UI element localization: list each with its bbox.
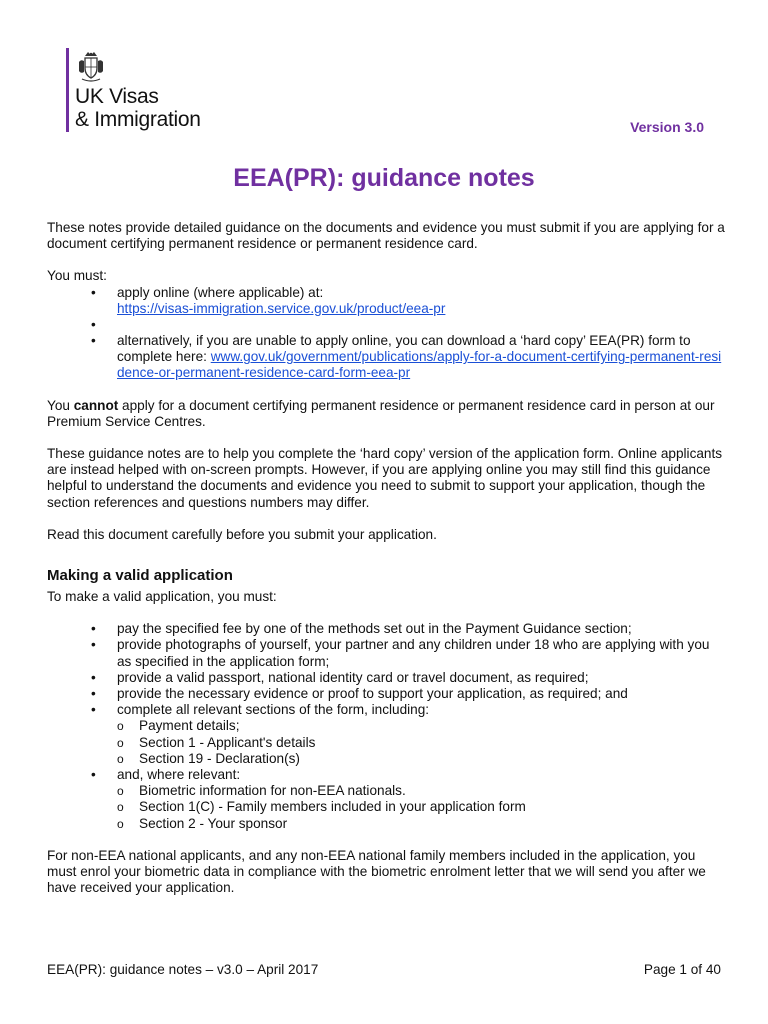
valid-intro: To make a valid application, you must: [47, 589, 277, 605]
biometric-paragraph: For non-EEA national applicants, and any non-EEA national family members included in the application, you must enrol your biometric data in compliance with the biometric enrolment letter that we will send you after we have received your application. [47, 847, 706, 896]
sublist-item: o Section 1 - Applicant's details [117, 735, 727, 751]
list-item [47, 333, 727, 382]
complete-sublist [117, 718, 727, 767]
list-item: • provide photographs of yourself, your partner and any children under 18 who are applying with you as specified in the application form; [47, 637, 727, 669]
hard-copy-form-link[interactable]: www.gov.uk/government/publications/apply-for-a-document-certifying-permanent-residence-or-permanent-residence-card-form-eea-pr [117, 349, 722, 381]
sublist-item: o Section 19 - Declaration(s) [117, 751, 727, 767]
footer-document-title: EEA(PR): guidance notes – v3.0 – April 2017 [47, 962, 319, 977]
list-item [47, 285, 727, 317]
apply-online-text: apply online (where applicable) at: [117, 284, 324, 300]
list-item [47, 767, 727, 832]
read-paragraph: Read this document carefully before you submit your application. [47, 526, 437, 542]
list-item: • provide a valid passport, national identity card or travel document, as required; [47, 670, 727, 686]
sublist-item: o Payment details; [117, 718, 727, 734]
cannot-post: apply for a document certifying permanent residence or permanent residence card in person at our Premium Service Centres. [47, 397, 715, 429]
logo-line-1: UK Visas [75, 85, 159, 108]
list-item [47, 702, 727, 767]
logo-wordmark [75, 85, 201, 131]
apply-list [47, 285, 727, 382]
guidance-paragraph: These guidance notes are to help you complete the ‘hard copy’ version of the application form. Online applicants are instead helped with on-screen prompts. However, if you are applying online you may still find this guidance helpful to understand the documents and evidence you need to submit to support your application, though the section references and questions numbers may differ. [47, 446, 723, 510]
you-must-label: You must: [47, 268, 107, 284]
page-title: EEA(PR): guidance notes [233, 164, 535, 192]
cannot-paragraph [47, 398, 727, 430]
valid-list [47, 621, 727, 832]
apply-online-link[interactable]: https://visas-immigration.service.gov.uk/product/eea-pr [117, 300, 446, 316]
relevant-sublist [117, 783, 727, 832]
logo-line-2: & Immigration [75, 108, 201, 131]
list-item: • pay the specified fee by one of the methods set out in the Payment Guidance section; [47, 621, 727, 637]
sublist-item: o Section 2 - Your sponsor [117, 816, 727, 832]
list-spacer [47, 317, 727, 333]
cannot-pre: You [47, 397, 74, 413]
royal-crest-icon [76, 50, 106, 84]
sublist-item: o Biometric information for non-EEA nationals. [117, 783, 727, 799]
version-label: Version 3.0 [630, 119, 704, 135]
cannot-bold: cannot [73, 397, 119, 413]
complete-sections-text: complete all relevant sections of the form, including: [117, 702, 430, 718]
valid-application-heading: Making a valid application [47, 567, 233, 585]
hard-copy-text: alternatively, if you are unable to apply online, you can download a ‘hard copy’ EEA(PR) form to complete here: [117, 333, 691, 365]
list-item: • provide the necessary evidence or proof to support your application, as required; and [47, 686, 727, 702]
document-body [47, 220, 727, 897]
footer-page-number: Page 1 of 40 [643, 962, 721, 977]
where-relevant-text: and, where relevant: [117, 767, 241, 783]
logo-divider-bar [66, 48, 69, 132]
sublist-item: o Section 1(C) - Family members included in your application form [117, 799, 727, 815]
intro-paragraph: These notes provide detailed guidance on the documents and evidence you must submit if you are applying for a document certifying permanent residence or permanent residence card. [47, 220, 725, 252]
